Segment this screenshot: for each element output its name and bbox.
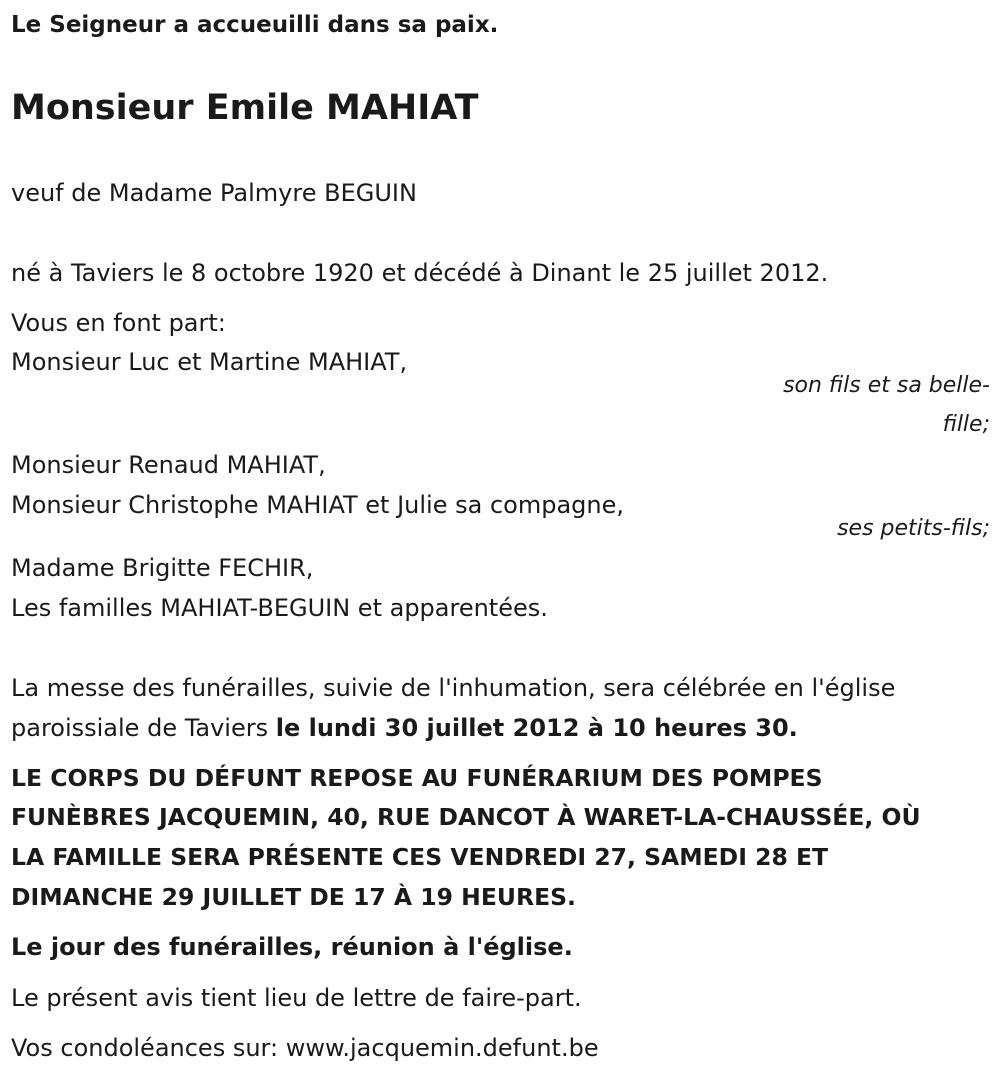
notice-statement: Le présent avis tient lieu de lettre de faire-part. (11, 984, 582, 1012)
family-member: Monsieur Renaud MAHIAT, (11, 451, 326, 479)
meeting-text: Le jour des funérailles, réunion à l'église. (11, 933, 573, 961)
viewing-text: FUNÈBRES JACQUEMIN, 40, RUE DANCOT À WARET-LA-CHAUSSÉE, OÙ (11, 803, 921, 831)
viewing-text: DIMANCHE 29 JUILLET DE 17 À 19 HEURES. (11, 883, 576, 911)
condolences-link[interactable]: www.jacquemin.defunt.be (285, 1034, 599, 1062)
condolences-label: Vos condoléances sur: (11, 1034, 286, 1062)
funeral-text-line1: La messe des funérailles, suivie de l'inhumation, sera célébrée en l'église (11, 674, 896, 702)
funeral-text-line2 (11, 713, 798, 743)
viewing-text: LA FAMILLE SERA PRÉSENTE CES VENDREDI 27, SAMEDI 28 ET (11, 843, 829, 871)
family-role: ses petits-fils; (837, 516, 990, 541)
family-member: Madame Brigitte FECHIR, (11, 554, 314, 582)
announcement-intro: Vous en font part: (11, 309, 226, 337)
family-member: Monsieur Christophe MAHIAT et Julie sa compagne, (11, 491, 624, 519)
widower-of: veuf de Madame Palmyre BEGUIN (11, 179, 417, 207)
funeral-location: paroissiale de Taviers (11, 714, 276, 742)
family-member: Les familles MAHIAT-BEGUIN et apparentées. (11, 594, 548, 622)
condolences-line (11, 1033, 599, 1063)
birth-death-text: né à Taviers le 8 octobre 1920 et décédé à Dinant le 25 juillet 2012. (11, 259, 829, 287)
family-member: Monsieur Luc et Martine MAHIAT, (11, 348, 408, 376)
family-role: son fils et sa belle- (783, 373, 990, 398)
family-role-cont: fille; (942, 412, 990, 437)
viewing-text: LE CORPS DU DÉFUNT REPOSE AU FUNÉRARIUM DES POMPES (11, 764, 823, 792)
intro-text: Le Seigneur a accueuilli dans sa paix. (11, 12, 499, 38)
funeral-date: le lundi 30 juillet 2012 à 10 heures 30. (275, 714, 798, 742)
deceased-name: Monsieur Emile MAHIAT (11, 88, 479, 128)
